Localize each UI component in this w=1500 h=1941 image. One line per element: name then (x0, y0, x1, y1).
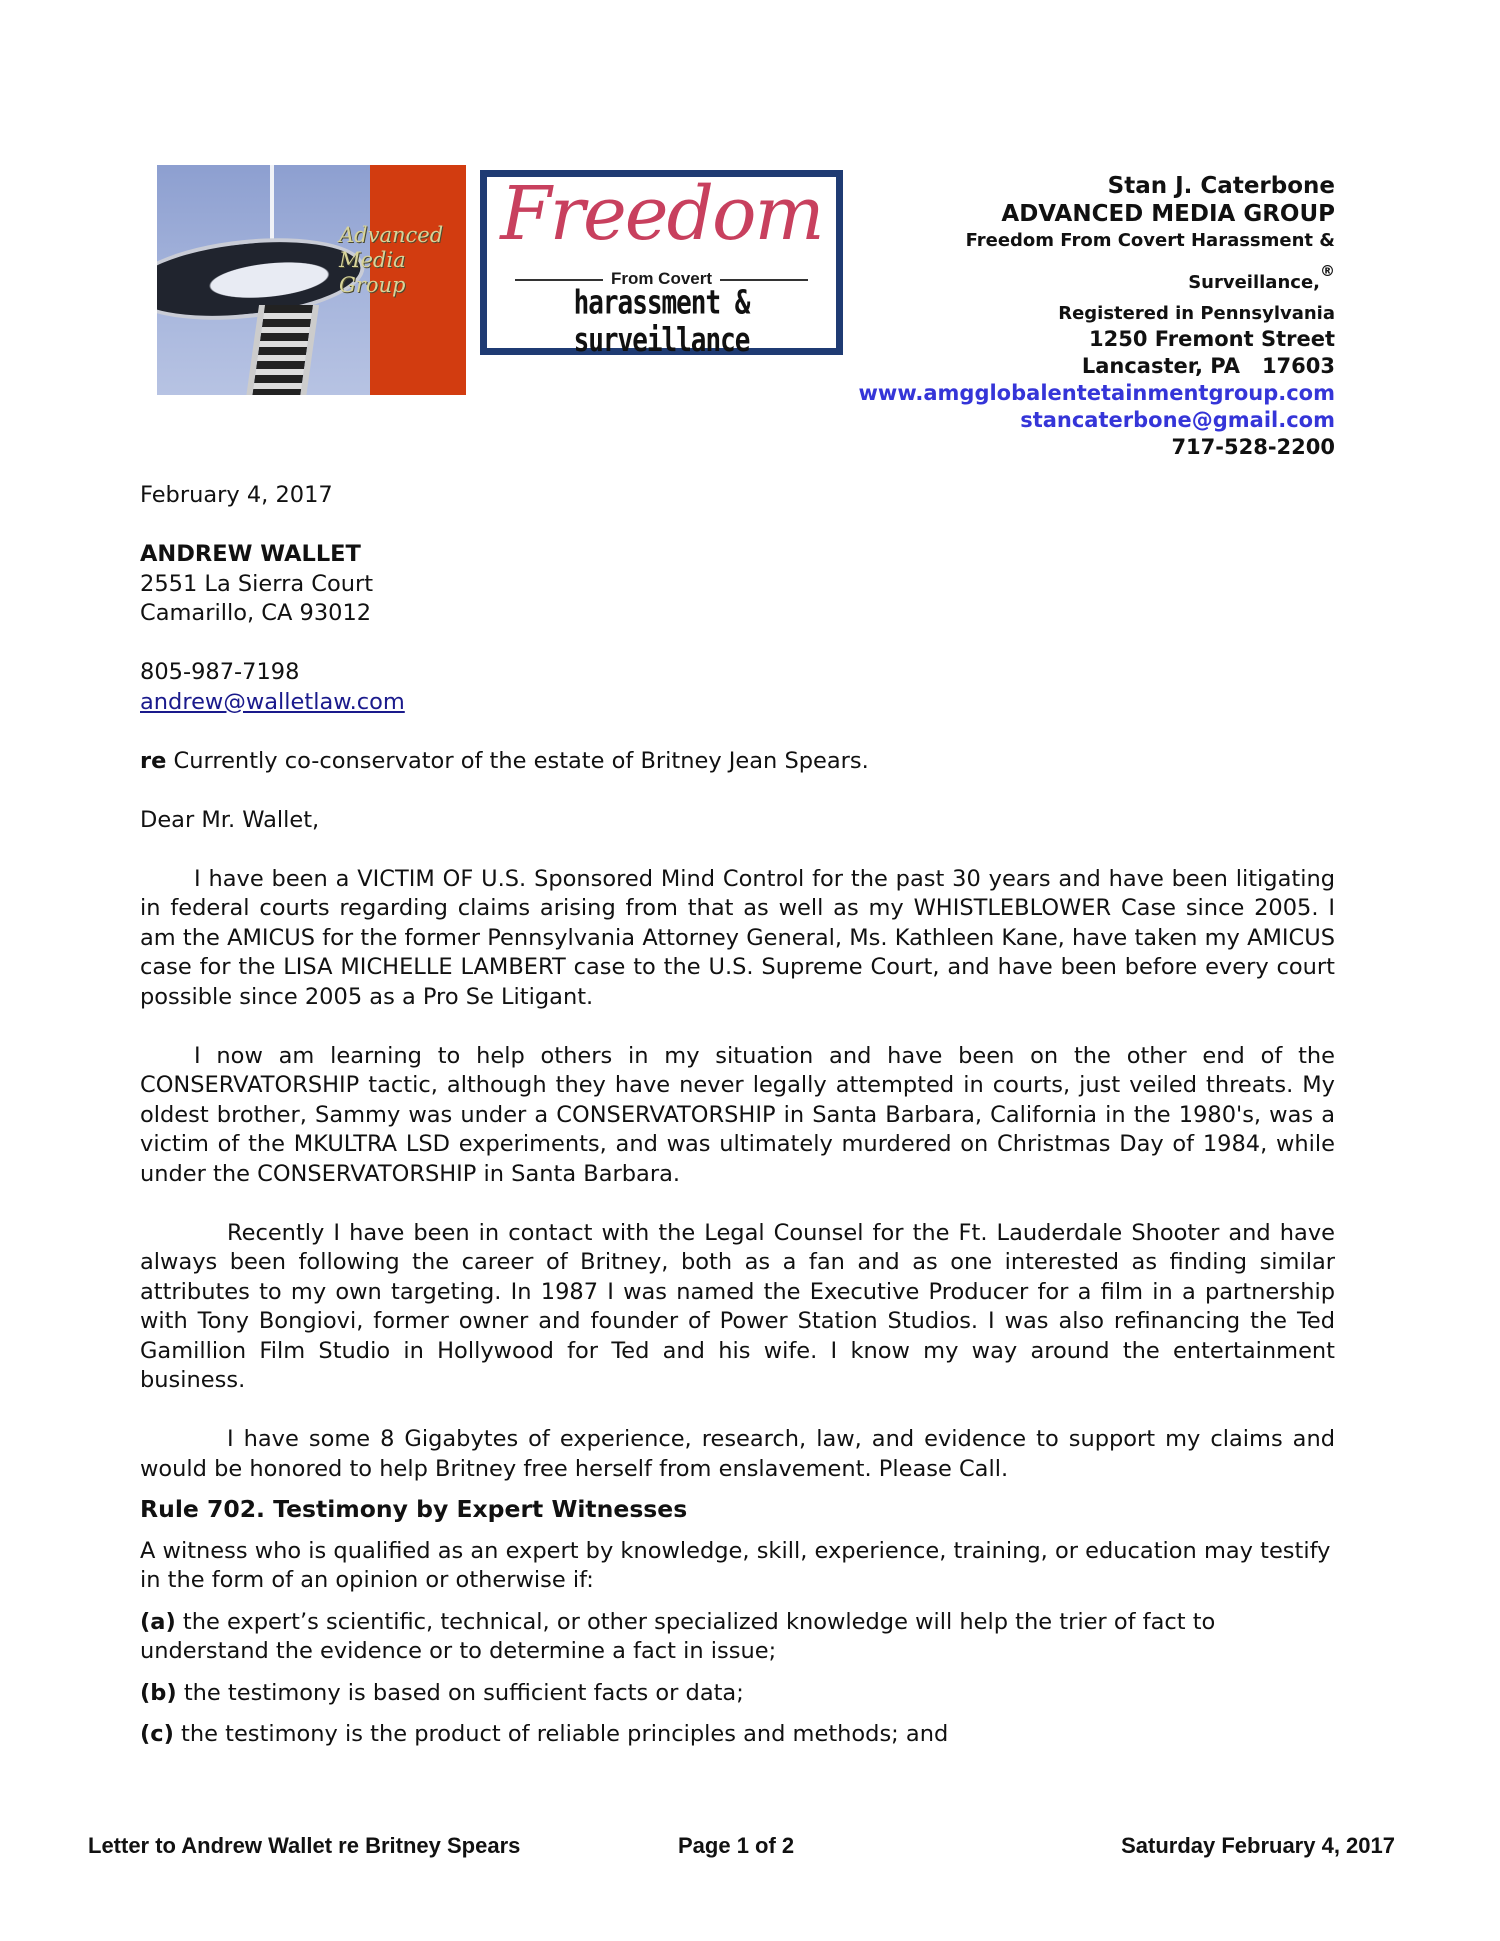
sender-phone: 717-528-2200 (1171, 435, 1335, 459)
footer-page-number: Page 1 of 2 (678, 1833, 795, 1858)
website-link[interactable]: www.amgglobalentetainmentgroup.com (858, 381, 1335, 405)
rule-item-text: the testimony is the product of reliable principles and methods; and (173, 1721, 949, 1747)
advanced-media-group-logo (157, 165, 466, 395)
org-line-1: Freedom From Covert Harassment & (965, 230, 1335, 251)
body-paragraph: I now am learning to help others in my situation and have been on the other end of the CONSERVATORSHIP tactic, although they have never legally attempted in courts, just veiled threats. My oldest brother, Sammy was under a CONSERVATORSHIP in Santa Barbara, California in the 1980's, was a victim of the MKULTRA LSD experiments, and was ultimately murdered on Christmas Day of 1984, while under the CONSERVATORSHIP in Santa Barbara. (140, 1042, 1335, 1187)
org-line-2 (635, 253, 1335, 301)
registered-mark: ® (1320, 262, 1335, 280)
rule-intro: A witness who is qualified as an expert by knowledge, skill, experience, training, or education may testify in the form of an opinion or otherwise if: (140, 1537, 1331, 1593)
letter-body (140, 481, 1335, 1750)
rule-item (140, 1679, 1335, 1709)
from-covert-text: From Covert (497, 269, 826, 289)
freedom-script-text: Freedom (500, 171, 823, 257)
recipient-email-link[interactable]: andrew@walletlaw.com (140, 688, 405, 715)
subject-line (140, 747, 1335, 777)
body-paragraph: I have some 8 Gigabytes of experience, research, law, and evidence to support my claims and would be honored to help Britney free herself from enslavement. Please Call. (140, 1426, 1335, 1482)
logo-text-line: Advanced (339, 223, 444, 247)
sender-email-link[interactable]: stancaterbone@gmail.com (1020, 408, 1335, 432)
rule-item-label: (b) (140, 1679, 177, 1706)
re-label: re (140, 747, 167, 774)
registered-state: Registered in Pennsylvania (1058, 303, 1335, 324)
rule-item (140, 1720, 1335, 1750)
recipient-name: ANDREW WALLET (140, 541, 361, 567)
sender-company: ADVANCED MEDIA GROUP (1001, 201, 1335, 227)
logo-text-line: Media (339, 248, 406, 272)
logo-text-line: Group (339, 273, 406, 297)
rule-item-text: the testimony is based on sufficient facts or data; (176, 1679, 744, 1706)
salutation: Dear Mr. Wallet, (140, 806, 320, 833)
sender-name: Stan J. Caterbone (1107, 173, 1335, 199)
footer-date: Saturday February 4, 2017 (1121, 1833, 1395, 1858)
sender-city: Lancaster, PA 17603 (1081, 354, 1335, 378)
footer-title: Letter to Andrew Wallet re Britney Spears (88, 1833, 521, 1858)
rule-item (140, 1608, 1335, 1667)
film-strip-graphic (245, 305, 319, 395)
rule-item-text: the expert’s scientific, technical, or other specialized knowledge will help the trier of fact to understand the evidence or to determine a fact in issue; (140, 1608, 1216, 1664)
rule-item-label: (a) (140, 1608, 176, 1635)
sender-street: 1250 Fremont Street (1088, 327, 1335, 351)
body-paragraph: Recently I have been in contact with the Legal Counsel for the Ft. Lauderdale Shooter and have always been following the career of Britney, both as a fan and as one interested as finding similar attributes to my own targeting. In 1987 I was named the Executive Producer for a film in a partnership with Tony Bongiovi, former owner and founder of Power Station Studios. I was also refinancing the Ted Gamillion Film Studio in Hollywood for Ted and his wife. I know my way around the entertainment business. (140, 1219, 1335, 1393)
rule-heading: Rule 702. Testimony by Expert Witnesses (140, 1495, 688, 1523)
org-line-2-text: Surveillance, (1188, 272, 1320, 293)
letter-date: February 4, 2017 (140, 482, 333, 508)
rule-item-label: (c) (140, 1721, 174, 1747)
harassment-tagline: harassment & surveillance (573, 284, 750, 360)
page-footer (88, 1833, 1395, 1863)
recipient-street: 2551 La Sierra Court (140, 570, 374, 597)
logo-text (339, 223, 443, 298)
re-text: Currently co-conservator of the estate of Britney Jean Spears. (166, 747, 869, 774)
body-paragraph: I have been a VICTIM OF U.S. Sponsored Mind Control for the past 30 years and have been litigating in federal courts regarding claims arising from that as well as my WHISTLEBLOWER Case since 2005. I am the AMICUS for the former Pennsylvania Attorney General, Ms. Kathleen Kane, have taken my AMICUS case for the LISA MICHELLE LAMBERT case to the U.S. Supreme Court, and have been before every court possible since 2005 as a Pro Se Litigant. (140, 865, 1335, 1010)
recipient-phone: 805-987-7198 (140, 659, 300, 685)
sender-contact-block (635, 172, 1335, 461)
recipient-city: Camarillo, CA 93012 (140, 600, 372, 626)
